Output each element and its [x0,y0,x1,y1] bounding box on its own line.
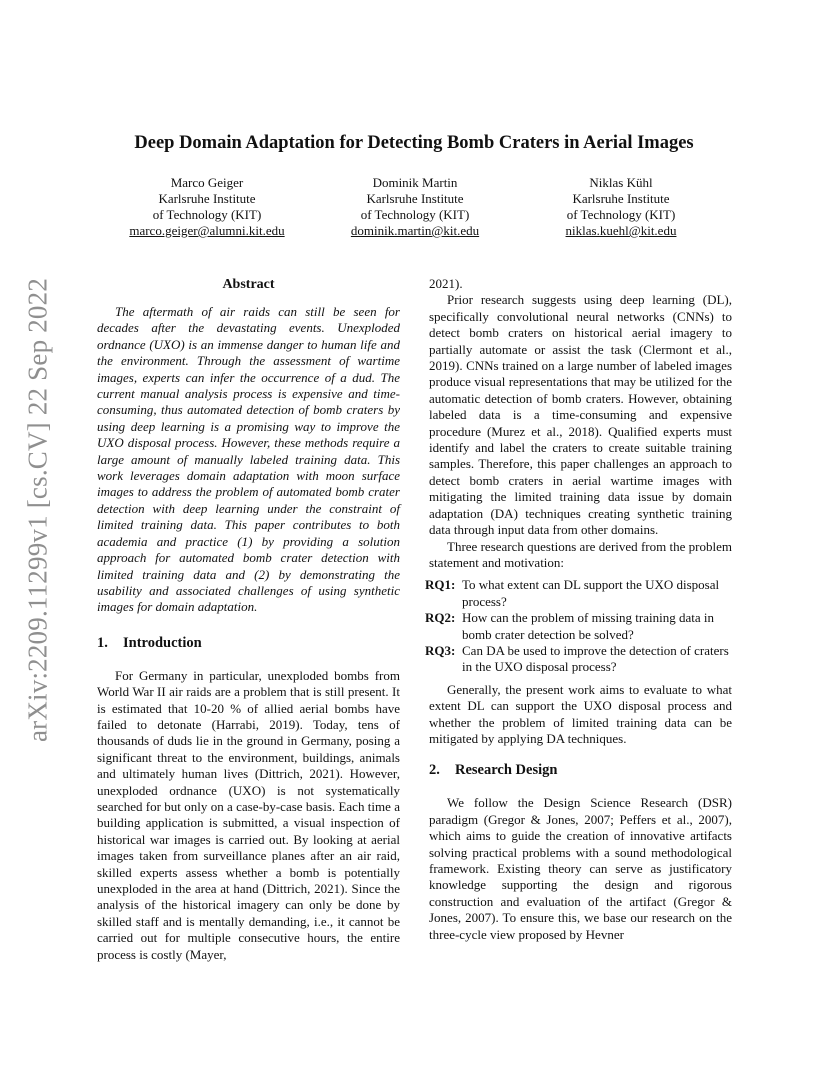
author-name: Marco Geiger [170,175,244,190]
author-block-2 [310,175,520,239]
research-question [425,610,732,643]
author-affiliation: of Technology (KIT) [566,207,676,222]
design-paragraph: We follow the Design Science Research (DSR) paradigm (Gregor & Jones, 2007; Peffers et al., 2007), which aims to guide the creation of innovative artifacts solving practical problems with a sound methodological framework. Existing theory can serve as justificatory knowledge supporting the design and rigorous construction and evaluation of the artifact (Gregor & Jones, 2007). To ensure this, we base our research on the three-cycle view proposed by Hevner [429,795,732,942]
author-email: dominik.martin@kit.edu [350,223,480,238]
section-title: Introduction [123,634,202,651]
right-column [425,276,732,943]
research-question-text: Can DA be used to improve the detection of craters in the UXO disposal process? [462,642,729,675]
author-block-3 [516,175,726,239]
section-title: Research Design [455,762,558,779]
research-question-list [425,577,732,675]
research-question-text: To what extent can DL support the UXO disposal process? [462,577,720,609]
research-question-label: RQ2: [425,610,456,626]
intro-paragraph: For Germany in particular, unexploded bombs from World War II air raids are a problem that is still present. It is estimated that 10-20 % of allied aerial bombs have failed to detonate (Harrabi, 2019). Today, tens of thousands of duds lie in the ground in Germany, posing a significant threat to the environment, buildings, animals and ultimately human lives (Dittrich, 2021). However, unexploded ordnance (UXO) is not systematically searched for but only on a case-by-case basis. Each time a building application is submitted, a visual inspection of historical war images is carried out. By looking at aerial images taken from surveillance planes after an air raid, skilled experts assess whether a bomb is potentially unexploded in the area at hand (Dittrich, 2021). Since the analysis of the historical imagery can only be done by skilled staff and is mentally demanding, i.e., it cannot be carried out for multiple consecutive hours, the entire process is costly (Mayer, [97,667,400,962]
research-question-text: How can the problem of missing training data in bomb crater detection be solved? [462,610,715,642]
section-number: 2. [429,762,440,779]
author-affiliation: Karlsruhe Institute [366,191,464,206]
abstract-heading: Abstract [222,277,275,292]
section-number: 1. [97,634,108,651]
intro-paragraph-4: Generally, the present work aims to evaluate to what extent DL can support the UXO disposal process and whether the problem of limited training data can be mitigated by applying DA techniques. [429,681,732,746]
research-question [425,577,732,610]
research-question-label: RQ1: [425,577,456,593]
author-block-1 [102,175,312,239]
intro-paragraph-2: Prior research suggests using deep learning (DL), specifically convolutional neural networks (CNNs) to detect bomb craters on historical aerial imagery to partially automate or assist the task (Clermont et al., 2019). CNNs trained on a large number of labeled images produce visual representations that may be utilized for the automatic detection of bomb craters. However, obtaining labeled data is a time-consuming and expensive procedure (Murez et al., 2018). Qualified experts must identify and label the craters to create suitable training samples. Therefore, this paper challenges an approach to detect bomb craters in aerial wartime images with mitigating the limited training data issue by domain adaptation (DA) techniques creating synthetic training data through input data from other domains. [429,292,732,538]
author-affiliation: Karlsruhe Institute [572,191,670,206]
section-heading-research-design [429,761,732,779]
author-email: marco.geiger@alumni.kit.edu [129,223,285,238]
author-email: niklas.kuehl@kit.edu [565,223,677,238]
author-affiliation: of Technology (KIT) [152,207,262,222]
research-question-label: RQ3: [425,642,456,658]
left-column [97,276,400,963]
author-affiliation: Karlsruhe Institute [158,191,256,206]
author-name: Dominik Martin [372,175,458,190]
section-heading-introduction [97,634,400,652]
intro-continuation: 2021). [429,276,463,291]
arxiv-side-stamp [20,277,56,743]
abstract-text: The aftermath of air raids can still be seen for decades after the devastating events. Unexploded ordnance (UXO) is an immense danger to human life and the environment. Through the assessment of wartime images, experts can infer the occurrence of a dud. The current manual analysis process is expensive and time-consuming, thus automated detection of bomb craters by using deep learning is a promising way to improve the UXO disposal process. However, these methods require a large amount of manually labeled training data. This work leverages domain adaptation with moon surface images to address the problem of automated bomb crater detection with deep learning under the constraint of limited training data. This paper contributes to both academia and practice (1) by providing a solution approach for automated bomb crater detection with limited training data and (2) by demonstrating the usability and associated challenges of using synthetic images for domain adaptation. [97,304,400,615]
intro-paragraph-3: Three research questions are derived from the problem statement and motivation: [429,538,732,570]
research-question [425,643,732,676]
author-affiliation: of Technology (KIT) [360,207,470,222]
author-name: Niklas Kühl [589,175,653,190]
paper-title: Deep Domain Adaptation for Detecting Bomb Craters in Aerial Images [134,133,694,153]
arxiv-identifier: arXiv:2209.11299v1 [cs.CV] 22 Sep 2022 [22,277,53,743]
